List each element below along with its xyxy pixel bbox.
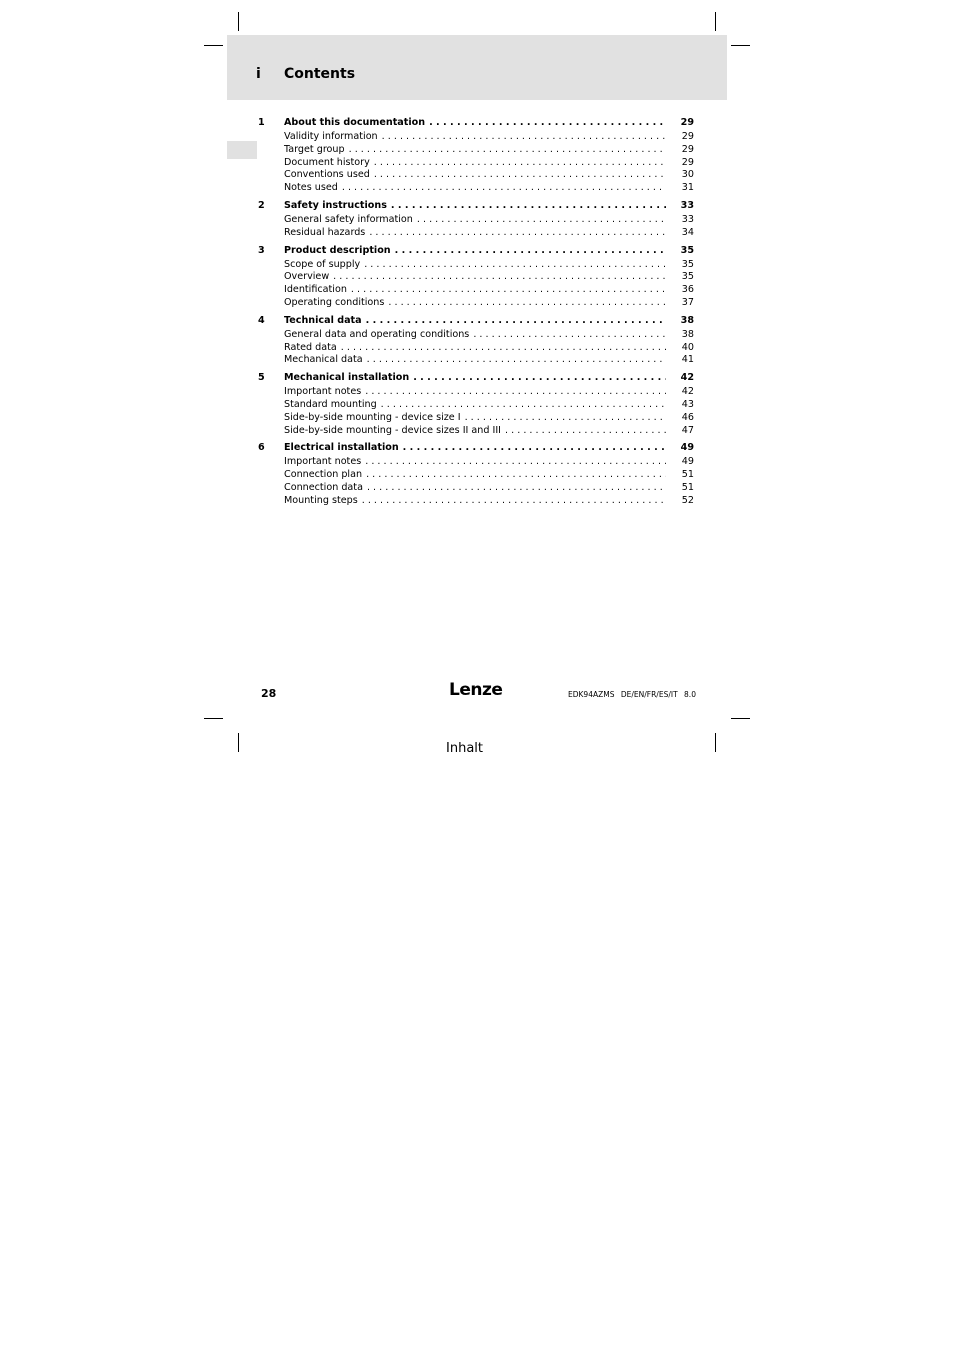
entry-label: Rated data — [284, 341, 337, 353]
entry-label: Important notes — [284, 386, 362, 398]
chapter-page: 38 — [680, 314, 694, 326]
dot-leader — [365, 386, 666, 399]
entry-page: 43 — [681, 398, 694, 410]
toc-entry-row[interactable] — [258, 456, 694, 469]
entry-page: 35 — [681, 271, 694, 283]
entry-label: Residual hazards — [284, 226, 366, 238]
chapter-title: Electrical installation — [284, 442, 399, 454]
entry-page: 42 — [681, 386, 694, 398]
toc-chapter-row[interactable] — [258, 244, 694, 259]
entry-page: 41 — [681, 354, 694, 366]
chapter-title: Mechanical installation — [284, 372, 410, 384]
entry-page: 34 — [681, 226, 694, 238]
entry-label: Side-by-side mounting - device size I — [284, 411, 461, 423]
toc-entry-row[interactable] — [258, 297, 694, 310]
toc-entry-row[interactable] — [258, 354, 694, 367]
toc-chapter-row[interactable] — [258, 116, 694, 131]
chapter-page: 33 — [680, 199, 694, 211]
dot-leader — [413, 371, 666, 384]
entry-label: Standard mounting — [284, 398, 377, 410]
toc-entry-row[interactable] — [258, 271, 694, 284]
entry-page: 29 — [681, 131, 694, 142]
entry-label: Scope of supply — [284, 258, 361, 270]
toc-entry-row[interactable] — [258, 157, 694, 170]
toc-entry-row[interactable] — [258, 259, 694, 272]
entry-label: Connection plan — [284, 469, 363, 481]
crop-mark-bottom-left-horizontal — [204, 718, 223, 719]
dot-leader — [366, 469, 666, 482]
entry-label: Connection data — [284, 481, 363, 493]
entry-label: Operating conditions — [284, 296, 385, 308]
crop-mark-bottom-left-vertical — [238, 733, 239, 752]
dot-leader — [391, 199, 666, 212]
entry-page: 31 — [681, 182, 694, 194]
chapter-title: About this documentation — [284, 117, 426, 128]
section-tab-marker — [227, 141, 257, 159]
entry-page: 35 — [681, 258, 694, 270]
dot-leader — [365, 456, 666, 469]
crop-mark-bottom-right-horizontal — [731, 718, 750, 719]
chapter-number: 6 — [258, 442, 265, 454]
toc-entry-row[interactable] — [258, 469, 694, 482]
dot-leader — [388, 297, 666, 310]
dot-leader — [349, 144, 666, 157]
toc-section — [258, 441, 694, 507]
entry-page: 52 — [681, 494, 694, 506]
dot-leader — [381, 399, 666, 412]
dot-leader — [403, 441, 666, 454]
entry-label: Overview — [284, 271, 330, 283]
entry-page: 51 — [681, 469, 694, 481]
entry-label: General data and operating conditions — [284, 328, 470, 340]
chapter-number: 2 — [258, 199, 265, 211]
entry-page: 37 — [681, 296, 694, 308]
entry-page: 29 — [681, 143, 694, 155]
entry-page: 46 — [681, 411, 694, 423]
header-marker: i — [256, 66, 261, 82]
page-title: Contents — [284, 66, 356, 82]
entry-page: 40 — [681, 341, 694, 353]
crop-mark-top-left-horizontal — [204, 45, 223, 46]
entry-label: Document history — [284, 156, 370, 168]
chapter-page: 35 — [680, 244, 694, 256]
chapter-page: 49 — [680, 442, 694, 454]
toc-entry-row[interactable] — [258, 386, 694, 399]
entry-page: 38 — [681, 328, 694, 340]
dot-leader — [367, 354, 666, 367]
dot-leader — [341, 342, 666, 355]
toc-section — [258, 116, 694, 195]
entry-label: Conventions used — [284, 169, 370, 181]
entry-label: Identification — [284, 284, 347, 296]
footer-page-number: 28 — [261, 687, 277, 700]
chapter-number: 4 — [258, 314, 265, 326]
entry-page: 29 — [681, 156, 694, 168]
dot-leader — [382, 131, 666, 144]
dot-leader — [364, 259, 666, 272]
toc-section — [258, 314, 694, 367]
entry-label: General safety information — [284, 213, 413, 225]
dot-leader — [367, 482, 666, 495]
dot-leader — [429, 116, 666, 129]
chapter-number: 1 — [258, 117, 265, 128]
dot-leader — [374, 157, 666, 170]
dot-leader — [473, 329, 666, 342]
toc-section — [258, 244, 694, 310]
toc-section — [258, 199, 694, 240]
dot-leader — [369, 227, 666, 240]
entry-page: 49 — [681, 456, 694, 468]
toc-entry-row[interactable] — [258, 425, 694, 438]
chapter-page: 29 — [680, 117, 694, 128]
chapter-number: 5 — [258, 372, 265, 384]
dot-leader — [374, 169, 666, 182]
toc-entry-row[interactable] — [258, 144, 694, 157]
dot-leader — [333, 271, 666, 284]
crop-mark-top-right-horizontal — [731, 45, 750, 46]
entry-page: 33 — [681, 213, 694, 225]
toc-entry-row[interactable] — [258, 412, 694, 425]
dot-leader — [351, 284, 666, 297]
entry-page: 36 — [681, 284, 694, 296]
entry-label: Target group — [284, 143, 345, 155]
dot-leader — [465, 412, 666, 425]
entry-page: 47 — [681, 424, 694, 436]
dot-leader — [395, 244, 666, 257]
toc-entry-row[interactable] — [258, 227, 694, 240]
toc-section — [258, 371, 694, 437]
crop-mark-top-right-vertical — [715, 12, 716, 31]
crop-mark-bottom-right-vertical — [715, 733, 716, 752]
toc-chapter-row[interactable] — [258, 199, 694, 214]
entry-label: Validity information — [284, 131, 378, 142]
toc-chapter-row[interactable] — [258, 314, 694, 329]
chapter-title: Technical data — [284, 314, 362, 326]
chapter-number: 3 — [258, 244, 265, 256]
toc-entry-row[interactable] — [258, 214, 694, 227]
entry-page: 51 — [681, 481, 694, 493]
crop-mark-top-left-vertical — [238, 12, 239, 31]
footer-document-id: EDK94AZMS DE/EN/FR/ES/IT 8.0 — [568, 690, 696, 699]
toc-chapter-row[interactable] — [258, 371, 694, 386]
entry-page: 30 — [681, 169, 694, 181]
toc-entry-row[interactable] — [258, 169, 694, 182]
toc-entry-row[interactable] — [258, 329, 694, 342]
entry-label: Notes used — [284, 182, 338, 194]
chapter-title: Safety instructions — [284, 199, 387, 211]
dot-leader — [417, 214, 666, 227]
toc-chapter-row[interactable] — [258, 441, 694, 456]
toc-entry-row[interactable] — [258, 482, 694, 495]
toc-entry-row[interactable] — [258, 131, 694, 144]
toc-entry-row[interactable] — [258, 182, 694, 195]
lenze-logo: Lenze — [449, 680, 503, 700]
toc-entry-row[interactable] — [258, 342, 694, 355]
dot-leader — [366, 314, 666, 327]
dot-leader — [362, 495, 666, 508]
entry-label: Side-by-side mounting - device sizes II and III — [284, 424, 502, 436]
chapter-page: 42 — [680, 372, 694, 384]
table-of-contents — [258, 116, 694, 512]
entry-label: Mechanical data — [284, 354, 363, 366]
chapter-title: Product description — [284, 244, 391, 256]
dot-leader — [505, 425, 666, 438]
toc-entry-row[interactable] — [258, 495, 694, 508]
toc-entry-row[interactable] — [258, 284, 694, 297]
entry-label: Important notes — [284, 456, 362, 468]
page-caption: Inhalt — [446, 741, 483, 756]
dot-leader — [342, 182, 666, 195]
toc-entry-row[interactable] — [258, 399, 694, 412]
entry-label: Mounting steps — [284, 494, 358, 506]
